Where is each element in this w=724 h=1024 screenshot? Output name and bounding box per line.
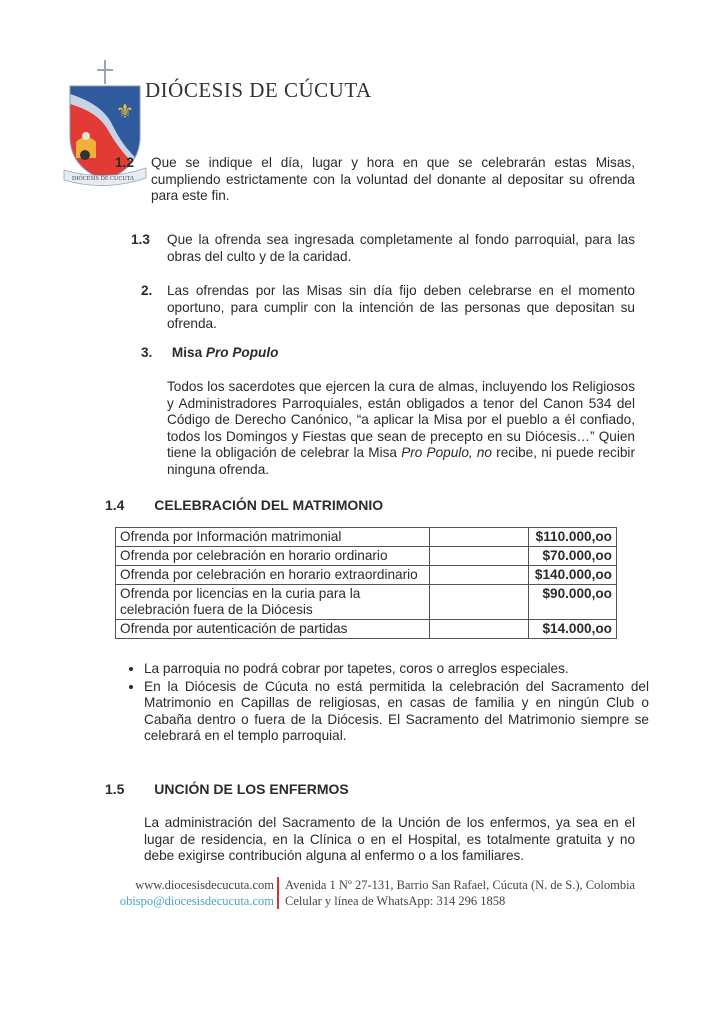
item-number: 2. xyxy=(141,283,153,298)
body-text: Todos los sacerdotes que ejercen la cura de almas, incluyendo los Religiosos y Administradores Parroquiales, están obligados a tenor del Canon 534 del Código de Derecho Canónico, “a aplicar la Misa por el pueblo a él confiado, todos los Domingos y Fiestas que sean de precepto en su Diócesis…” Quien tiene la obligación de celebrar la Misa xyxy=(167,379,635,460)
marriage-fees-table xyxy=(115,527,617,639)
svg-text:⚜: ⚜ xyxy=(116,99,134,123)
logo-ribbon-text: DIÓCESIS DE CÚCUTA xyxy=(72,176,135,182)
item-text: Que la ofrenda sea ingresada completamente al fondo parroquial, para las obras del culto y de la caridad. xyxy=(167,232,635,264)
item-number: 1.3 xyxy=(131,232,150,247)
fee-middle xyxy=(430,566,529,585)
item-text: Que se indique el día, lugar y hora en que se celebrarán estas Misas, cumpliendo estrictamente con la voluntad del donante al depositar su ofrenda para este fin. xyxy=(151,155,635,203)
section-number: 3. xyxy=(141,345,153,360)
fee-concept: Ofrenda por Información matrimonial xyxy=(116,528,430,547)
table-row xyxy=(116,528,617,547)
footer-email-link[interactable]: obispo@diocesisdecucuta.com xyxy=(119,894,274,908)
footer-website-link[interactable]: www.diocesisdecucuta.com xyxy=(135,878,274,892)
section-title: UNCIÓN DE LOS ENFERMOS xyxy=(154,781,349,797)
section-number: 1.5 xyxy=(105,781,125,797)
section-title-italic: Pro Populo xyxy=(205,345,279,360)
footer-contact-address xyxy=(285,877,635,909)
fee-concept: Ofrenda por licencias en la curia para la celebración fuera de la Diócesis xyxy=(116,585,430,620)
fee-amount: $70.000,oo xyxy=(529,547,617,566)
item-number: 1.2 xyxy=(115,155,134,170)
table-row xyxy=(116,566,617,585)
fee-amount: $140.000,oo xyxy=(529,566,617,585)
fee-amount: $14.000,oo xyxy=(529,620,617,639)
item-text: Las ofrendas por las Misas sin día fijo deben celebrarse en el momento oportuno, para cumplir con la intención de las personas que depositan su ofrenda. xyxy=(167,283,635,331)
list-item: • En la Diócesis de Cúcuta no está permitida la celebración del Sacramento del Matrimonio en Capillas de religiosas, en casas de familia y en ningún Club o Cabaña dentro o fuera de la Diócesis. El Sacramento del Matrimonio siempre se celebrará en el templo parroquial. xyxy=(144,679,649,745)
section-3-heading xyxy=(141,345,278,362)
fee-concept: Ofrenda por autenticación de partidas xyxy=(116,620,430,639)
section-1-4-heading xyxy=(105,497,383,513)
footer-contact-web xyxy=(120,877,274,909)
diocese-brand-title: DIÓCESIS DE CÚCUTA xyxy=(145,78,372,102)
fee-concept: Ofrenda por celebración en horario ordinario xyxy=(116,547,430,566)
body-italic-text: Pro Populo, no xyxy=(401,445,492,460)
section-1-5-body: La administración del Sacramento de la Unción de los enfermos, ya sea en el lugar de residencia, en la Clínica o en el Hospital, es totalmente gratuita y no debe exigirse contribución alguna al enfermo o a los familiares. xyxy=(144,815,635,863)
table-row xyxy=(116,620,617,639)
section-number: 1.4 xyxy=(105,497,125,513)
body-text: recibe, ni puede recibir ninguna ofrenda. xyxy=(167,445,635,477)
item-1-2 xyxy=(115,155,635,205)
table-row xyxy=(116,585,617,620)
fee-amount: $90.000,oo xyxy=(529,585,617,620)
footer-address: Avenida 1 Nº 27-131, Barrio San Rafael, Cúcuta (N. de S.), Colombia xyxy=(285,878,636,892)
marriage-rules-list xyxy=(115,661,649,746)
footer-phone: Celular y línea de WhatsApp: 314 296 1858 xyxy=(285,894,506,908)
section-3-body xyxy=(167,379,635,478)
fee-middle xyxy=(430,528,529,547)
list-item: • La parroquia no podrá cobrar por tapetes, coros o arreglos especiales. xyxy=(144,661,649,678)
fee-middle xyxy=(430,547,529,566)
fee-middle xyxy=(430,585,529,620)
fee-amount: $110.000,oo xyxy=(529,528,617,547)
footer-divider xyxy=(277,877,279,909)
table-row xyxy=(116,547,617,566)
item-2 xyxy=(141,283,635,333)
section-title: CELEBRACIÓN DEL MATRIMONIO xyxy=(154,497,384,513)
section-title: Misa xyxy=(171,345,206,360)
fee-middle xyxy=(430,620,529,639)
fee-concept: Ofrenda por celebración en horario extraordinario xyxy=(116,566,430,585)
item-1-3 xyxy=(131,232,635,265)
section-1-5-heading xyxy=(105,781,349,797)
